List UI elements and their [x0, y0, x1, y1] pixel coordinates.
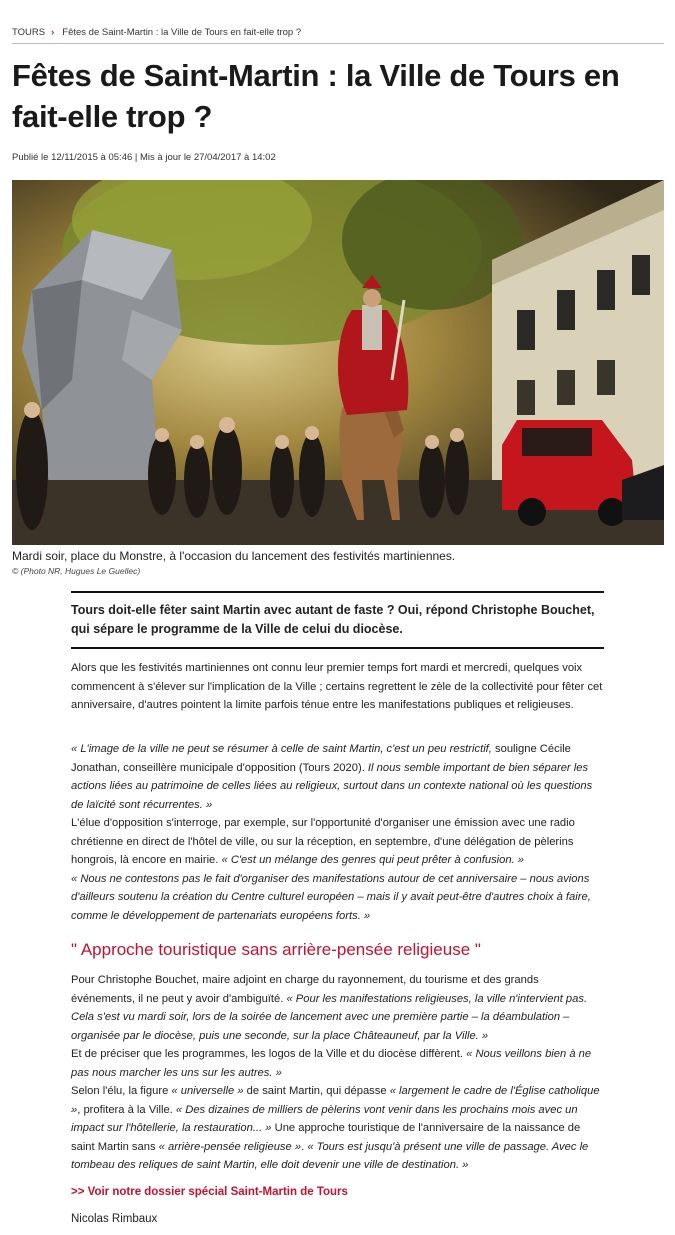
article-photo — [12, 180, 664, 545]
article-photo-illustration — [12, 180, 664, 545]
text: de saint Martin, qui dépasse — [243, 1085, 390, 1097]
photo-credit: © (Photo NR, Hugues Le Guellec) — [12, 566, 141, 576]
text: . — [301, 1140, 308, 1153]
paragraph-opposition — [71, 740, 604, 925]
page-title: Fêtes de Saint-Martin : la Ville de Tours en fait-elle trop ? — [12, 58, 620, 134]
quote: « universelle » — [171, 1085, 244, 1097]
quote: « C'est un mélange des genres qui peut prêter à confusion. » — [221, 854, 525, 866]
quote: « arrière-pensée religieuse » — [158, 1140, 302, 1153]
quote: « largement le cadre de l'Église catholique » — [71, 1085, 600, 1116]
text: Selon l'élu, la figure — [71, 1085, 172, 1097]
quote: « Nous veillons bien à ne pas nous marcher les uns sur les autres. » — [71, 1048, 592, 1079]
quote: « Pour les manifestations religieuses, la ville n'intervient pas. Cela s'est vu mardi soir, lors de la soirée de lancement avec une première partie – la déambulation – organisée par le diocèse, puis une seconde, sur la place Châteauneuf, par la Ville. » — [71, 992, 588, 1042]
publish-meta: Publié le 12/11/2015 à 05:46 | Mis à jour le 27/04/2017 à 14:02 — [12, 152, 276, 163]
paragraph-text — [71, 1082, 604, 1175]
text: Et de préciser que les programmes, les logos de la Ville et du diocèse diffèrent. — [71, 1048, 467, 1060]
breadcrumb-current: Fêtes de Saint-Martin : la Ville de Tours en fait-elle trop ? — [62, 27, 302, 38]
breadcrumb — [12, 27, 664, 44]
paragraph-text — [71, 971, 604, 1045]
breadcrumb-separator-icon: › — [51, 27, 55, 38]
paragraph-text — [71, 814, 604, 870]
paragraph-text — [71, 870, 604, 926]
section-heading: " Approche touristique sans arrière-pensée religieuse " — [71, 940, 481, 959]
text: souligne Cécile Jonathan, conseillère municipale d'opposition (Tours 2020). — [71, 743, 571, 774]
quote: Il nous semble important de bien séparer les actions liées au patrimoine de celles liées au religieux, surtout dans un contexte national où les questions de laïcité sont récurrentes. » — [71, 761, 593, 811]
author-name: Nicolas Rimbaux — [71, 1213, 158, 1225]
text: L'élue d'opposition s'interroge, par exemple, sur l'opportunité d'organiser une émission avec une radio chrétienne en direct de l'hôtel de ville, ou sur la réception, en septembre, d'une délégation de pèlerins hongrois, là encore en mairie. — [71, 817, 575, 866]
paragraph-text: Alors que les festivités martiniennes ont connu leur premier temps fort mardi et mercredi, quelques voix commencent à s'élever sur l'implication de la Ville ; certains regrettent le zèle de la collectivité pour fêter cet anniversaire, d'autres pointent la limite parfois ténue entre les manifestations publiques et religieuses. — [71, 662, 603, 711]
quote: « Des dizaines de milliers de pèlerins vont venir dans les prochains mois avec un impact sur l'hôtellerie, la restauration... » — [71, 1103, 578, 1134]
paragraph-text — [71, 1045, 604, 1082]
photo-caption: Mardi soir, place du Monstre, à l'occasion du lancement des festivités martiniennes. — [12, 549, 456, 563]
paragraph-intro — [71, 659, 604, 715]
breadcrumb-section-link[interactable]: TOURS — [12, 27, 46, 38]
dossier-link[interactable]: >> Voir notre dossier spécial Saint-Martin de Tours — [71, 1186, 348, 1198]
paragraph-bouchet — [71, 971, 604, 1175]
article-lead: Tours doit-elle fêter saint Martin avec autant de faste ? Oui, répond Christophe Bouchet, qui sépare le programme de la Ville de celui du diocèse. — [71, 591, 604, 649]
text: , profitera à la Ville. — [77, 1103, 176, 1116]
paragraph-text — [71, 740, 604, 814]
text: Une approche touristique de l'anniversaire de la naissance de saint Martin sans — [71, 1122, 581, 1153]
quote: « L'image de la ville ne peut se résumer à celle de saint Martin, c'est un peu restrictif, — [71, 743, 492, 755]
text: Pour Christophe Bouchet, maire adjoint en charge du rayonnement, du tourisme et des grands événements, il ne peut y avoir d'ambiguïté. — [71, 974, 539, 1005]
quote: « Nous ne contestons pas le fait d'organiser des manifestations autour de cet anniversaire – nous avions d'ailleurs soutenu la création du Centre culturel européen – mais il y avait peut-être d'autres choix à faire, comme le développement de partenariats européens forts. » — [71, 872, 591, 922]
quote: « Tours est jusqu'à présent une ville de passage. Avec le tombeau des reliques de saint Martin, elle doit devenir une ville de destination. » — [71, 1140, 589, 1171]
